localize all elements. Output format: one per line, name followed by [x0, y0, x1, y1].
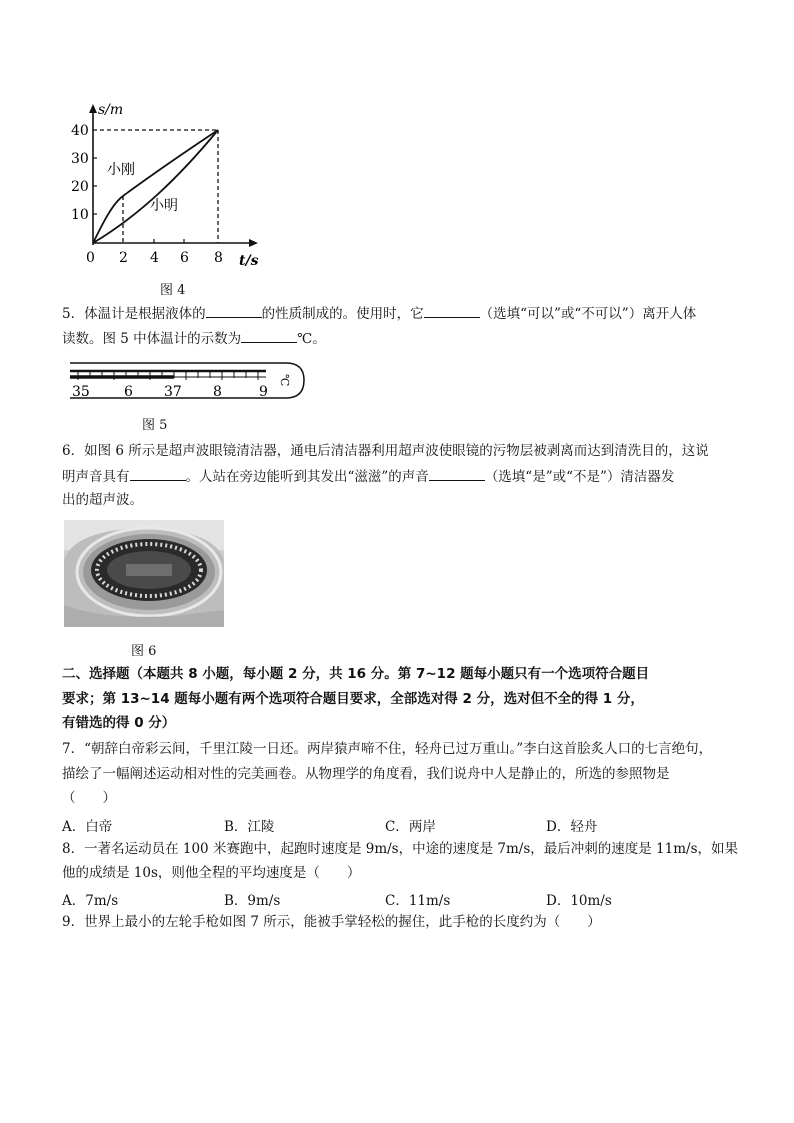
curve-label-xiaogang: 小刚 [107, 162, 135, 178]
q6-text: 。人站在旁边能听到其发出“滋滋”的声音 [185, 469, 429, 485]
q6-text: （选填“是”或“不是”）清洁器发 [484, 469, 675, 485]
scale-label: 35 [72, 384, 90, 400]
x-tick-label: 0 [86, 250, 95, 266]
y-tick-label: 20 [71, 179, 89, 195]
section-2-heading-line-2: 要求；第 13~14 题每小题有两个选项符合题目要求，全部选对得 2 分，选对但不全的得 1 分， [62, 691, 644, 707]
answer-blank[interactable] [241, 329, 297, 343]
answer-blank[interactable] [424, 304, 480, 318]
curve-xiaoming [93, 130, 218, 243]
x-tick-label: 8 [214, 250, 223, 266]
q8-option-d[interactable]: D．10m/s [546, 893, 612, 909]
x-tick-label: 6 [180, 250, 189, 266]
q5-text: ℃。 [297, 331, 326, 347]
q6-text: 明声音具有 [62, 469, 130, 485]
graph-figure-4 [60, 100, 280, 272]
section-2-heading-line-3: 有错选的得 0 分） [62, 715, 176, 731]
ultrasonic-cleaner-photo [64, 520, 224, 627]
scale-label: 9 [259, 384, 268, 400]
question-7-line-2: 描绘了一幅阐述运动相对性的完美画卷。从物理学的角度看，我们说舟中人是静止的，所选的参照物是 [62, 766, 670, 782]
question-6-line-3: 出的超声波。 [62, 492, 143, 508]
figure-caption-5: 图 5 [142, 418, 168, 433]
q8-option-a[interactable]: A．7m/s [62, 893, 119, 909]
curve-xiaogang [93, 130, 218, 243]
q8-option-b[interactable]: B．9m/s [224, 893, 281, 909]
curve-label-xiaoming: 小明 [150, 198, 178, 214]
question-6-line-2 [62, 467, 674, 486]
q7-option-b[interactable]: B．江陵 [224, 819, 275, 835]
scale-label: 6 [124, 384, 133, 400]
question-7-line-3: （ ） [62, 790, 116, 806]
answer-blank[interactable] [429, 467, 485, 481]
scale-label: 8 [213, 384, 222, 400]
question-6-line-1: 6．如图 6 所示是超声波眼镜清洁器，通电后清洁器利用超声波使眼镜的污物层被剥离而达到清洗目的，这说 [62, 443, 709, 459]
question-8-line-1: 8．一著名运动员在 100 米赛跑中，起跑时速度是 9m/s，中途的速度是 7m/s，最后冲刺的速度是 11m/s，如果 [62, 841, 739, 857]
x-tick-label: 4 [150, 250, 159, 266]
section-2-heading-line-1: 二、选择题（本题共 8 小题，每小题 2 分，共 16 分。第 7~12 题每小题只有一个选项符合题目 [62, 666, 650, 682]
question-7-line-1: 7．“朝辞白帝彩云间，千里江陵一日还。两岸猿声啼不住，轻舟已过万重山。”李白这首脍炙人口的七言绝句， [62, 741, 713, 757]
y-axis-arrow [89, 104, 97, 113]
q5-text: 5．体温计是根据液体的 [62, 306, 206, 322]
question-5-line-1 [62, 304, 696, 323]
question-8-line-2: 他的成绩是 10s，则他全程的平均速度是（ ） [62, 865, 361, 881]
q5-text: （选填“可以”或“不可以”）离开人体 [479, 306, 697, 322]
q7-option-c[interactable]: C．两岸 [385, 819, 436, 835]
q5-text: 读数。图 5 中体温计的示数为 [62, 331, 242, 347]
y-tick-label: 30 [71, 151, 89, 167]
thermometer-body [70, 363, 304, 398]
y-tick-label: 10 [71, 207, 89, 223]
y-axis-label: s/m [98, 102, 124, 118]
scale-label: 37 [164, 384, 182, 400]
x-tick-label: 2 [119, 250, 128, 266]
answer-blank[interactable] [206, 304, 262, 318]
q7-option-d[interactable]: D．轻舟 [546, 819, 598, 835]
question-5-line-2 [62, 329, 326, 348]
answer-blank[interactable] [130, 467, 186, 481]
q5-text: 的性质制成的。使用时，它 [261, 306, 424, 322]
y-tick-label: 40 [71, 123, 89, 139]
q7-option-a[interactable]: A．白帝 [62, 819, 113, 835]
x-axis-arrow [249, 239, 258, 247]
question-9-line-1: 9．世界上最小的左轮手枪如图 7 所示，能被手掌轻松的握住，此手枪的长度约为（ ） [62, 914, 601, 930]
thermometer-figure-5 [66, 358, 308, 406]
celsius-mark: ℃ [278, 374, 291, 387]
q8-option-c[interactable]: C．11m/s [385, 893, 451, 909]
x-axis-label: t/s [239, 253, 259, 269]
figure-caption-6: 图 6 [131, 644, 157, 659]
figure-caption-4: 图 4 [160, 283, 186, 298]
